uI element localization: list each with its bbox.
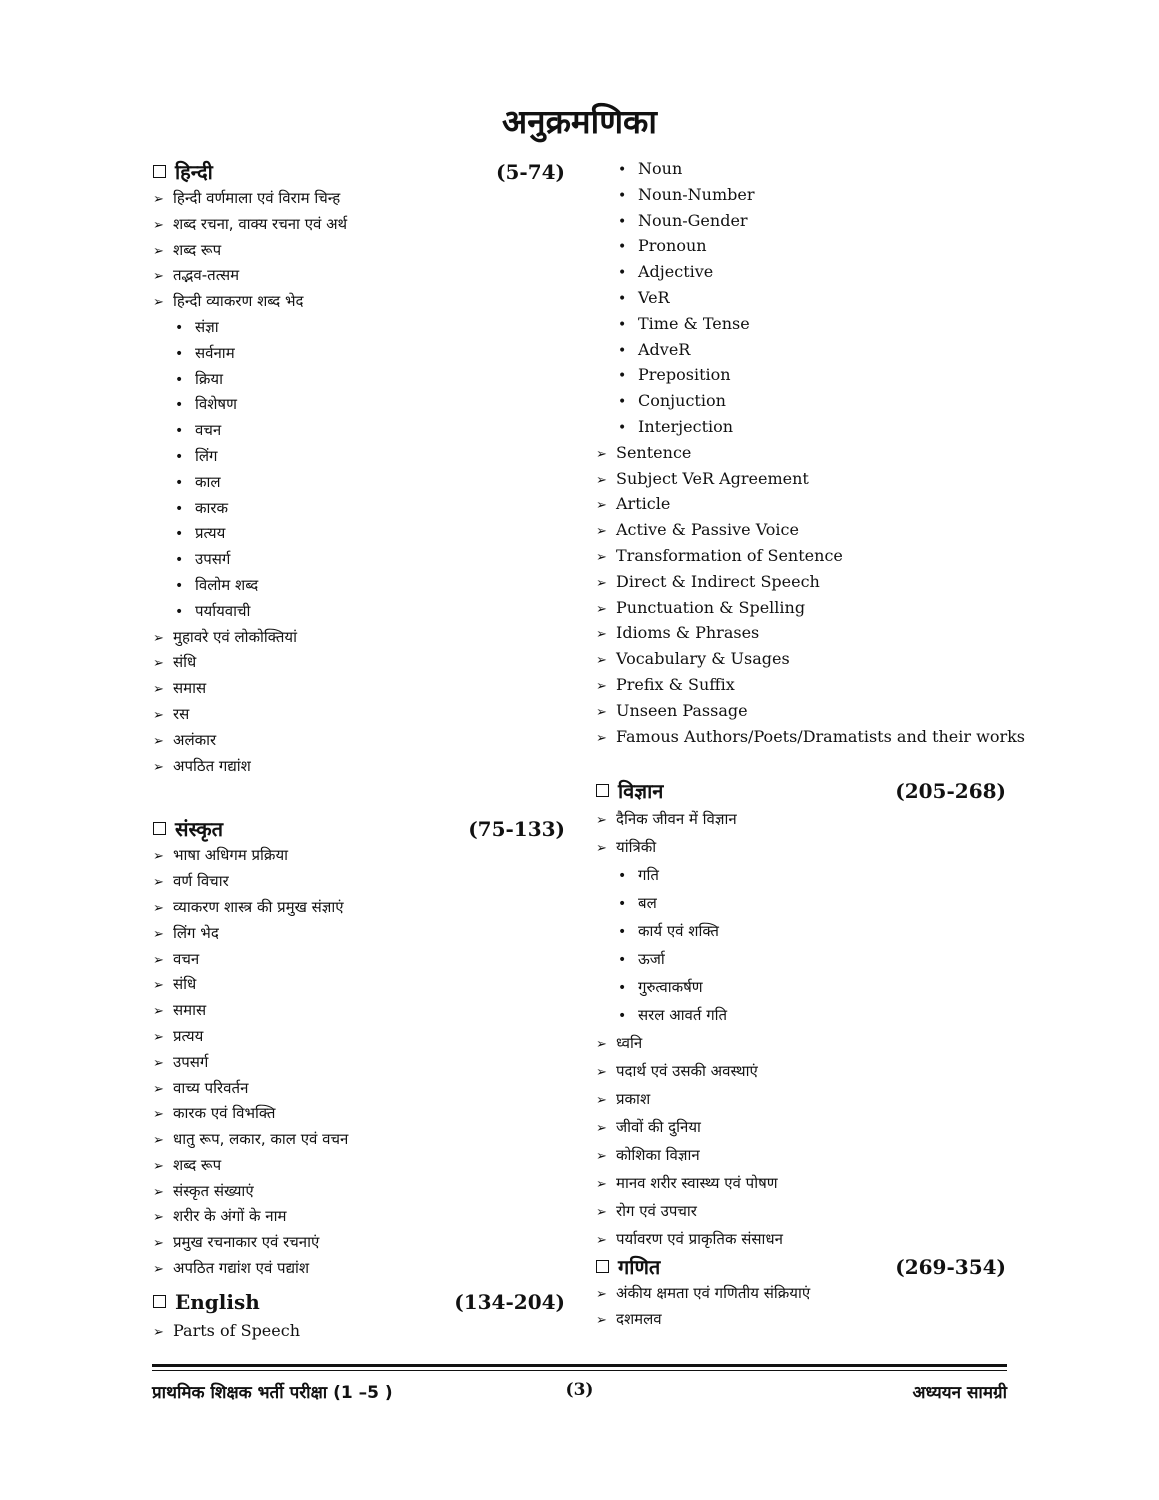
toc-item — [596, 1057, 1006, 1085]
toc-item-label: Vocabulary & Usages — [616, 649, 790, 669]
toc-item-label: पदार्थ एवं उसकी अवस्थाएं — [616, 1062, 758, 1081]
toc-item — [153, 998, 565, 1024]
bullet-icon: • — [175, 345, 184, 362]
toc-item — [153, 843, 565, 869]
section-heading-english — [153, 1290, 565, 1318]
checkbox-square-icon — [153, 165, 166, 178]
toc-item-label: कारक — [195, 498, 229, 517]
toc-item-label: Punctuation & Spelling — [616, 597, 806, 617]
arrow-bullet-icon: ➢ — [153, 1158, 164, 1174]
toc-item-label: भाषा अधिगम प्रक्रिया — [173, 846, 289, 865]
toc-item-label: वचन — [173, 949, 200, 968]
arrow-bullet-icon: ➢ — [596, 446, 607, 462]
arrow-bullet-icon: ➢ — [596, 730, 607, 746]
toc-item-label: संधि — [173, 653, 197, 672]
toc-item-label: पर्यायवाची — [195, 601, 251, 620]
toc-item-label: Prefix & Suffix — [616, 674, 735, 694]
footer-study-material: अध्ययन सामग्री — [912, 1383, 1007, 1403]
toc-item-label: संधि — [173, 975, 197, 994]
toc-item-label: हिन्दी व्याकरण शब्द भेद — [173, 292, 304, 311]
left-column — [153, 158, 565, 1344]
toc-item-label: Direct & Indirect Speech — [616, 571, 820, 591]
toc-item-label: Noun-Number — [638, 184, 755, 204]
bullet-icon: • — [618, 290, 627, 307]
toc-item — [596, 1113, 1006, 1141]
toc-subitem — [596, 1001, 1006, 1029]
bullet-icon: • — [175, 526, 184, 543]
toc-item — [153, 1050, 565, 1076]
toc-item — [596, 491, 1006, 517]
toc-subitem — [153, 315, 565, 341]
footer-exam-title: प्राथमिक शिक्षक भर्ती परीक्षा (1 –5 ) — [152, 1383, 393, 1403]
arrow-bullet-icon: ➢ — [596, 1037, 607, 1053]
arrow-bullet-icon: ➢ — [596, 601, 607, 617]
arrow-bullet-icon: ➢ — [153, 1081, 164, 1097]
bullet-icon: • — [618, 368, 627, 385]
bullet-icon: • — [618, 394, 627, 411]
toc-item-label: शब्द रचना, वाक्य रचना एवं अर्थ — [173, 214, 348, 233]
arrow-bullet-icon: ➢ — [596, 575, 607, 591]
toc-subitem — [153, 392, 565, 418]
toc-subitem — [596, 156, 1006, 182]
toc-item — [153, 212, 565, 238]
arrow-bullet-icon: ➢ — [596, 1287, 607, 1303]
toc-item-label: वाच्य परिवर्तन — [173, 1078, 249, 1097]
toc-item-label: प्रमुख रचनाकार एवं रचनाएं — [173, 1233, 320, 1252]
toc-item — [153, 1230, 565, 1256]
arrow-bullet-icon: ➢ — [153, 1262, 164, 1278]
footer-rule-thick — [152, 1364, 1007, 1367]
bullet-icon: • — [175, 397, 184, 414]
bullet-icon: • — [618, 316, 627, 333]
toc-subitem — [153, 367, 565, 393]
toc-subitem — [153, 444, 565, 470]
toc-item-label: क्रिया — [195, 369, 223, 388]
toc-subitem — [153, 470, 565, 496]
arrow-bullet-icon: ➢ — [153, 1210, 164, 1226]
toc-subitem — [153, 547, 565, 573]
bullet-icon: • — [618, 419, 627, 436]
toc-item-label: Active & Passive Voice — [616, 520, 799, 540]
footer-page-number: (3) — [565, 1380, 594, 1400]
toc-item-label: उपसर्ग — [195, 550, 231, 569]
toc-item — [153, 1024, 565, 1050]
arrow-bullet-icon: ➢ — [596, 1121, 607, 1137]
arrow-bullet-icon: ➢ — [153, 682, 164, 698]
arrow-bullet-icon: ➢ — [596, 549, 607, 565]
toc-subitem — [596, 362, 1006, 388]
arrow-bullet-icon: ➢ — [596, 524, 607, 540]
toc-item — [153, 1076, 565, 1102]
section-title: संस्कृत — [175, 817, 224, 842]
toc-item-label: प्रत्यय — [173, 1026, 204, 1045]
toc-item-label: अपठित गद्यांश — [173, 756, 251, 775]
toc-item-label: बल — [638, 894, 657, 913]
toc-item — [596, 543, 1006, 569]
toc-item-label: जीवों की दुनिया — [616, 1118, 701, 1137]
bullet-icon: • — [175, 448, 184, 465]
page-title: अनुक्रमणिका — [502, 102, 657, 141]
toc-item — [153, 1153, 565, 1179]
toc-item-label: रस — [173, 704, 190, 723]
toc-item — [596, 595, 1006, 621]
toc-item-label: दशमलव — [616, 1310, 662, 1329]
toc-item-label: लिंग भेद — [173, 923, 219, 942]
checkbox-square-icon — [153, 1295, 166, 1308]
toc-item-label: काल — [195, 472, 221, 491]
toc-item — [596, 569, 1006, 595]
bullet-icon: • — [618, 980, 627, 997]
toc-subitem — [596, 889, 1006, 917]
toc-item-label: Subject VeR Agreement — [616, 468, 809, 488]
toc-subitem — [153, 599, 565, 625]
toc-subitem — [596, 917, 1006, 945]
arrow-bullet-icon: ➢ — [153, 952, 164, 968]
bullet-icon: • — [618, 187, 627, 204]
bullet-icon: • — [175, 500, 184, 517]
section-heading-hindi — [153, 158, 565, 186]
checkbox-square-icon — [153, 822, 166, 835]
toc-item — [153, 676, 565, 702]
toc-item-label: Transformation of Sentence — [616, 545, 843, 565]
toc-item-label: Idioms & Phrases — [616, 623, 760, 643]
toc-item-label: यांत्रिकी — [616, 838, 657, 857]
toc-item-label: Unseen Passage — [616, 700, 748, 720]
toc-item — [596, 698, 1006, 724]
toc-item-label: संस्कृत संख्याएं — [173, 1181, 254, 1200]
toc-item-label: प्रकाश — [616, 1090, 651, 1109]
toc-item-label: Pronoun — [638, 236, 707, 256]
arrow-bullet-icon: ➢ — [153, 1004, 164, 1020]
toc-item — [596, 1307, 1006, 1333]
toc-item — [596, 805, 1006, 833]
arrow-bullet-icon: ➢ — [596, 1065, 607, 1081]
arrow-bullet-icon: ➢ — [153, 1107, 164, 1123]
toc-subitem — [596, 311, 1006, 337]
arrow-bullet-icon: ➢ — [153, 217, 164, 233]
toc-item — [596, 1197, 1006, 1225]
toc-subitem — [596, 285, 1006, 311]
arrow-bullet-icon: ➢ — [596, 841, 607, 857]
bullet-icon: • — [618, 896, 627, 913]
toc-subitem — [596, 388, 1006, 414]
toc-item-label: व्याकरण शास्त्र की प्रमुख संज्ञाएं — [173, 897, 344, 916]
toc-item — [596, 833, 1006, 861]
section-title: English — [175, 1289, 260, 1314]
toc-item — [153, 972, 565, 998]
toc-item — [153, 1101, 565, 1127]
toc-list-ganit — [596, 1281, 1006, 1333]
section-pages: (134-204) — [454, 1289, 565, 1314]
toc-item — [153, 1204, 565, 1230]
arrow-bullet-icon: ➢ — [596, 813, 607, 829]
toc-item-label: प्रत्यय — [195, 524, 226, 543]
toc-item-label: Time & Tense — [638, 313, 750, 333]
footer-rule-thin — [152, 1370, 1007, 1371]
toc-item-label: Famous Authors/Poets/Dramatists and their works — [616, 726, 1026, 746]
arrow-bullet-icon: ➢ — [596, 498, 607, 514]
toc-item-label: Noun-Gender — [638, 210, 748, 230]
bullet-icon: • — [618, 342, 627, 359]
toc-item — [596, 440, 1006, 466]
arrow-bullet-icon: ➢ — [153, 926, 164, 942]
toc-item-label: अपठित गद्यांश एवं पद्यांश — [173, 1259, 310, 1278]
toc-item-label: Interjection — [638, 416, 734, 436]
toc-list-english — [153, 1318, 565, 1344]
toc-item-label: सरल आवर्त गति — [638, 1006, 728, 1025]
toc-item-label: कोशिका विज्ञान — [616, 1146, 700, 1165]
toc-list-vigyan — [596, 805, 1006, 1253]
toc-subitem — [153, 341, 565, 367]
arrow-bullet-icon: ➢ — [596, 1177, 607, 1193]
toc-item — [153, 625, 565, 651]
toc-item — [153, 702, 565, 728]
bullet-icon: • — [618, 239, 627, 256]
bullet-icon: • — [175, 603, 184, 620]
toc-item-label: समास — [173, 679, 207, 698]
toc-list-hindi — [153, 186, 565, 779]
toc-item-label: उपसर्ग — [173, 1052, 209, 1071]
toc-subitem — [153, 418, 565, 444]
toc-item-label: Parts of Speech — [173, 1320, 301, 1340]
arrow-bullet-icon: ➢ — [153, 900, 164, 916]
toc-item — [596, 466, 1006, 492]
toc-item-label: विशेषण — [195, 395, 237, 414]
bullet-icon: • — [175, 319, 184, 336]
arrow-bullet-icon: ➢ — [153, 978, 164, 994]
toc-item-label: वर्ण विचार — [173, 872, 229, 891]
arrow-bullet-icon: ➢ — [596, 678, 607, 694]
toc-item-label: Article — [616, 494, 671, 514]
toc-item-label: तद्भव-तत्सम — [173, 266, 240, 285]
section-title: विज्ञान — [618, 779, 664, 804]
toc-subitem — [596, 259, 1006, 285]
toc-subitem — [596, 208, 1006, 234]
section-pages: (205-268) — [895, 779, 1006, 804]
toc-item-label: Noun — [638, 159, 683, 178]
toc-subitem — [153, 573, 565, 599]
toc-list-english-continued — [596, 156, 1026, 749]
toc-subitem — [596, 233, 1006, 259]
bullet-icon: • — [618, 924, 627, 941]
bullet-icon: • — [175, 577, 184, 594]
toc-item — [153, 947, 565, 973]
toc-item — [596, 620, 1006, 646]
right-column — [596, 156, 1026, 1333]
section-pages: (269-354) — [895, 1255, 1006, 1280]
arrow-bullet-icon: ➢ — [596, 472, 607, 488]
toc-item-label: गति — [638, 866, 659, 885]
arrow-bullet-icon: ➢ — [153, 1055, 164, 1071]
toc-item — [596, 1169, 1006, 1197]
toc-subitem — [596, 182, 1006, 208]
section-heading-ganit — [596, 1253, 1006, 1281]
bullet-icon: • — [618, 868, 627, 885]
toc-item-label: शब्द रूप — [173, 240, 222, 259]
section-heading-vigyan — [596, 777, 1006, 805]
toc-list-sanskrit — [153, 843, 565, 1282]
toc-item-label: AdveR — [638, 339, 691, 359]
arrow-bullet-icon: ➢ — [596, 1233, 607, 1249]
checkbox-square-icon — [596, 1260, 609, 1273]
toc-item-label: कार्य एवं शक्ति — [638, 922, 719, 941]
toc-item — [153, 728, 565, 754]
toc-item-label: अंकीय क्षमता एवं गणितीय संक्रियाएं — [616, 1284, 811, 1303]
toc-subitem — [596, 337, 1006, 363]
toc-item-label: रोग एवं उपचार — [616, 1202, 697, 1221]
toc-item-label: वचन — [195, 421, 222, 440]
checkbox-square-icon — [596, 784, 609, 797]
arrow-bullet-icon: ➢ — [153, 192, 164, 207]
toc-subitem — [596, 861, 1006, 889]
toc-item — [153, 921, 565, 947]
toc-subitem — [596, 973, 1006, 1001]
toc-item-label: मुहावरे एवं लोकोक्तियां — [173, 627, 297, 646]
arrow-bullet-icon: ➢ — [153, 733, 164, 749]
toc-item-label: लिंग — [195, 446, 218, 465]
toc-item-label: धातु रूप, लकार, काल एवं वचन — [173, 1130, 349, 1149]
toc-item — [596, 1029, 1006, 1057]
bullet-icon: • — [618, 1008, 627, 1025]
toc-item — [596, 1141, 1006, 1169]
bullet-icon: • — [175, 371, 184, 388]
toc-item — [596, 672, 1006, 698]
arrow-bullet-icon: ➢ — [153, 243, 164, 259]
toc-item-label: ऊर्जा — [638, 950, 665, 969]
toc-item-label: समास — [173, 1001, 207, 1020]
toc-item-label: दैनिक जीवन में विज्ञान — [616, 810, 737, 829]
section-heading-sanskrit — [153, 815, 565, 843]
arrow-bullet-icon: ➢ — [153, 1029, 164, 1045]
arrow-bullet-icon: ➢ — [596, 704, 607, 720]
bullet-icon: • — [175, 423, 184, 440]
toc-item — [596, 1225, 1006, 1253]
toc-item-label: शब्द रूप — [173, 1155, 222, 1174]
toc-item — [596, 1085, 1006, 1113]
toc-item-label: Adjective — [638, 262, 714, 282]
toc-item — [153, 650, 565, 676]
toc-item — [596, 1281, 1006, 1307]
toc-item-label: संज्ञा — [195, 317, 219, 336]
arrow-bullet-icon: ➢ — [153, 656, 164, 672]
toc-item-label: हिन्दी वर्णमाला एवं विराम चिन्ह — [173, 189, 341, 207]
toc-item-label: Conjuction — [638, 391, 726, 411]
arrow-bullet-icon: ➢ — [153, 1133, 164, 1149]
arrow-bullet-icon: ➢ — [153, 1324, 164, 1340]
section-pages: (5-74) — [496, 160, 565, 184]
toc-item-label: गुरुत्वाकर्षण — [638, 978, 703, 997]
arrow-bullet-icon: ➢ — [596, 1313, 607, 1329]
toc-item — [153, 263, 565, 289]
bullet-icon: • — [175, 474, 184, 491]
toc-item — [596, 724, 1026, 750]
page-footer — [152, 1380, 1007, 1410]
toc-item-label: मानव शरीर स्वास्थ्य एवं पोषण — [616, 1174, 778, 1193]
arrow-bullet-icon: ➢ — [153, 849, 164, 865]
bullet-icon: • — [618, 265, 627, 282]
arrow-bullet-icon: ➢ — [153, 759, 164, 775]
toc-item — [596, 646, 1006, 672]
arrow-bullet-icon: ➢ — [153, 707, 164, 723]
arrow-bullet-icon: ➢ — [596, 1149, 607, 1165]
toc-item-label: सर्वनाम — [195, 343, 235, 362]
toc-item — [596, 517, 1006, 543]
toc-item — [153, 238, 565, 264]
toc-item-label: अलंकार — [173, 730, 217, 749]
toc-item-label: Preposition — [638, 365, 731, 385]
section-pages: (75-133) — [468, 817, 565, 842]
toc-item-label: ध्वनि — [616, 1034, 643, 1053]
toc-item — [153, 895, 565, 921]
toc-item-label: कारक एवं विभक्ति — [173, 1104, 276, 1123]
toc-item — [153, 754, 565, 780]
toc-subitem — [153, 521, 565, 547]
toc-item-label: VeR — [638, 287, 670, 307]
arrow-bullet-icon: ➢ — [596, 653, 607, 669]
bullet-icon: • — [618, 952, 627, 969]
arrow-bullet-icon: ➢ — [153, 295, 164, 311]
arrow-bullet-icon: ➢ — [153, 875, 164, 891]
toc-item — [153, 1179, 565, 1205]
toc-subitem — [596, 414, 1006, 440]
arrow-bullet-icon: ➢ — [596, 1205, 607, 1221]
bullet-icon: • — [618, 162, 627, 178]
arrow-bullet-icon: ➢ — [596, 627, 607, 643]
arrow-bullet-icon: ➢ — [596, 1093, 607, 1109]
toc-item — [153, 289, 565, 315]
toc-item — [153, 869, 565, 895]
toc-item-label: शरीर के अंगों के नाम — [173, 1207, 287, 1226]
toc-item-label: Sentence — [616, 442, 692, 462]
arrow-bullet-icon: ➢ — [153, 1184, 164, 1200]
toc-subitem — [153, 496, 565, 522]
toc-item — [153, 1318, 565, 1344]
toc-item — [153, 186, 565, 212]
bullet-icon: • — [618, 213, 627, 230]
arrow-bullet-icon: ➢ — [153, 269, 164, 285]
toc-subitem — [596, 945, 1006, 973]
section-title: हिन्दी — [175, 160, 213, 184]
bullet-icon: • — [175, 552, 184, 569]
arrow-bullet-icon: ➢ — [153, 1236, 164, 1252]
section-title: गणित — [618, 1255, 661, 1280]
toc-item — [153, 1127, 565, 1153]
toc-item-label: पर्यावरण एवं प्राकृतिक संसाधन — [616, 1230, 783, 1249]
toc-item-label: विलोम शब्द — [195, 575, 259, 594]
toc-item — [153, 1256, 565, 1282]
arrow-bullet-icon: ➢ — [153, 630, 164, 646]
